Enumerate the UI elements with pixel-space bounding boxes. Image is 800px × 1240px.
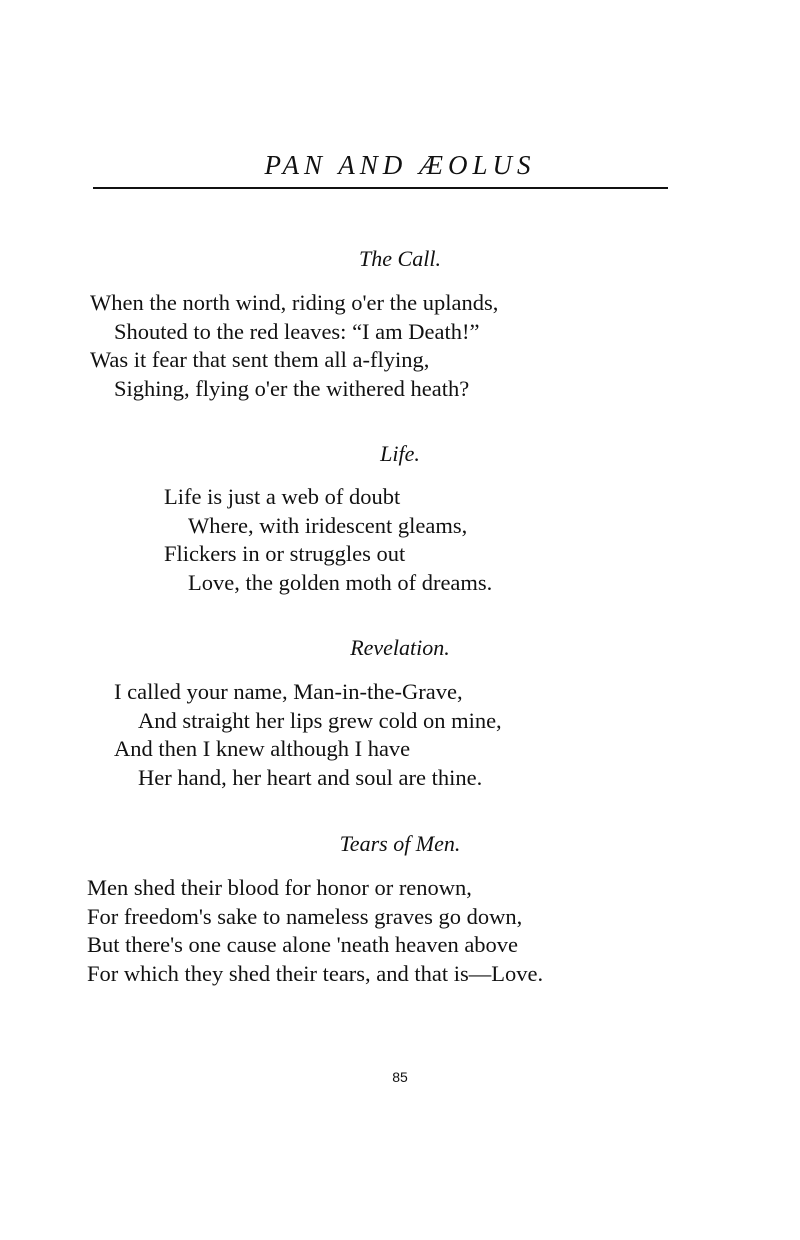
poem-line: Shouted to the red leaves: “I am Death!” — [114, 318, 480, 344]
poem-stanza-life — [164, 483, 492, 597]
poem-line: Men shed their blood for honor or renown, — [87, 875, 472, 900]
poem-line: Where, with iridescent gleams, — [188, 512, 468, 538]
poem-line: For freedom's sake to nameless graves go down, — [87, 903, 523, 929]
poem-title-tears-of-men: Tears of Men. — [339, 831, 461, 856]
poem-stanza-the-call — [90, 289, 498, 403]
poem-line: Her hand, her heart and soul are thine. — [138, 764, 483, 790]
poem-line: Life is just a web of doubt — [164, 484, 401, 509]
poem-line: But there's one cause alone 'neath heaven above — [87, 932, 519, 957]
poem-stanza-tears-of-men — [87, 874, 543, 988]
poem-line: Sighing, flying o'er the withered heath? — [114, 375, 470, 401]
header-rule — [93, 187, 668, 189]
poem-line: When the north wind, riding o'er the uplands, — [90, 290, 499, 315]
poem-line: Was it fear that sent them all a-flying, — [90, 347, 430, 372]
poem-line: And straight her lips grew cold on mine, — [138, 707, 502, 733]
poem-line: Flickers in or struggles out — [164, 541, 406, 566]
poem-title-life: Life. — [380, 441, 420, 466]
poem-line: For which they shed their tears, and that is—Love. — [87, 960, 544, 986]
poem-title-revelation: Revelation. — [350, 635, 450, 660]
poem-line: And then I knew although I have — [114, 736, 411, 761]
poem-stanza-revelation — [114, 678, 502, 792]
running-head: PAN AND ÆOLUS — [264, 150, 536, 180]
poem-line: Love, the golden moth of dreams. — [188, 569, 493, 595]
poem-title-the-call: The Call. — [359, 246, 441, 271]
page-number: 85 — [392, 1069, 408, 1085]
poem-line: I called your name, Man-in-the-Grave, — [114, 679, 463, 704]
